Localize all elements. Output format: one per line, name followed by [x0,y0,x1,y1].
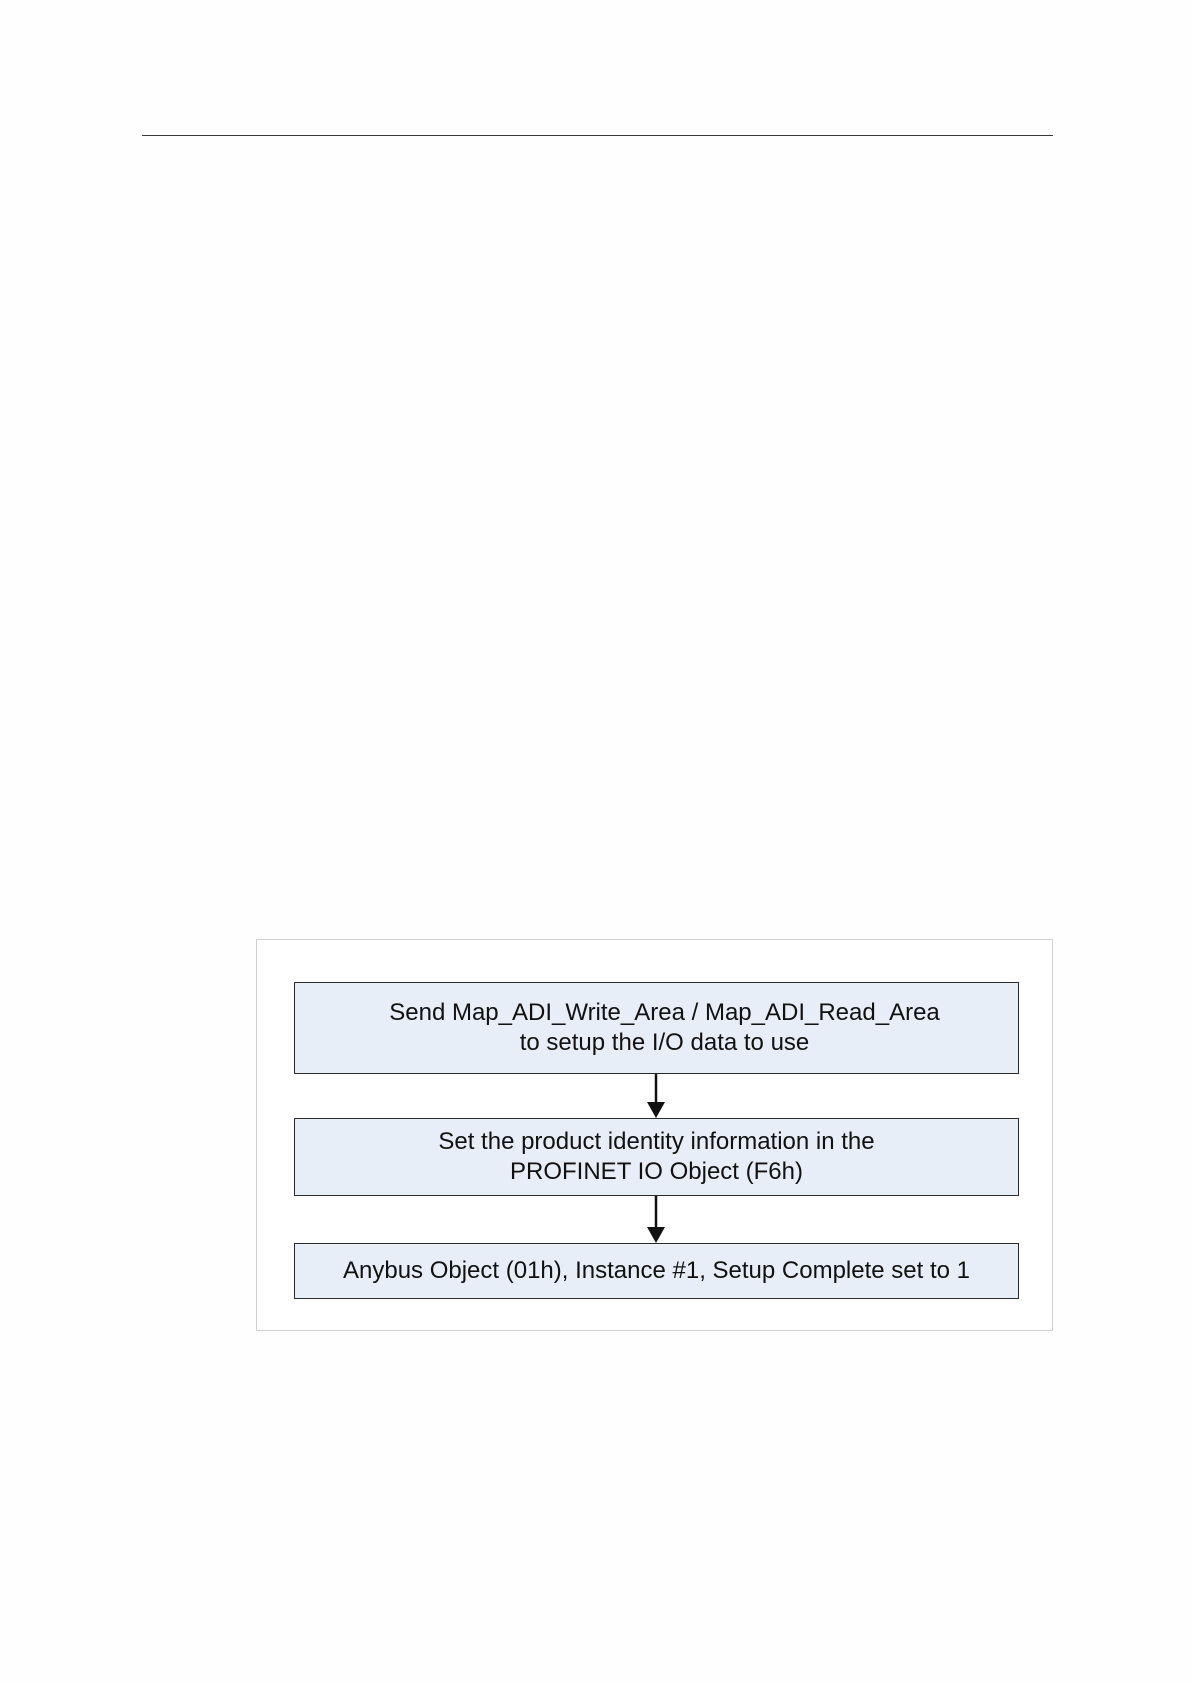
arrow-step-2-to-3 [647,1196,665,1243]
flow-step-2-line-2: PROFINET IO Object (F6h) [510,1158,803,1185]
flow-step-1-line-1: Send Map_ADI_Write_Area / Map_ADI_Read_Area [389,999,940,1026]
arrow-step-1-to-2 [647,1074,665,1118]
flow-step-1-line-2: to setup the I/O data to use [519,1029,810,1056]
flow-step-3-line-1: Anybus Object (01h), Instance #1, Setup Complete set to 1 [342,1257,971,1284]
flow-step-2-line-1: Set the product identity information in the [438,1128,875,1155]
